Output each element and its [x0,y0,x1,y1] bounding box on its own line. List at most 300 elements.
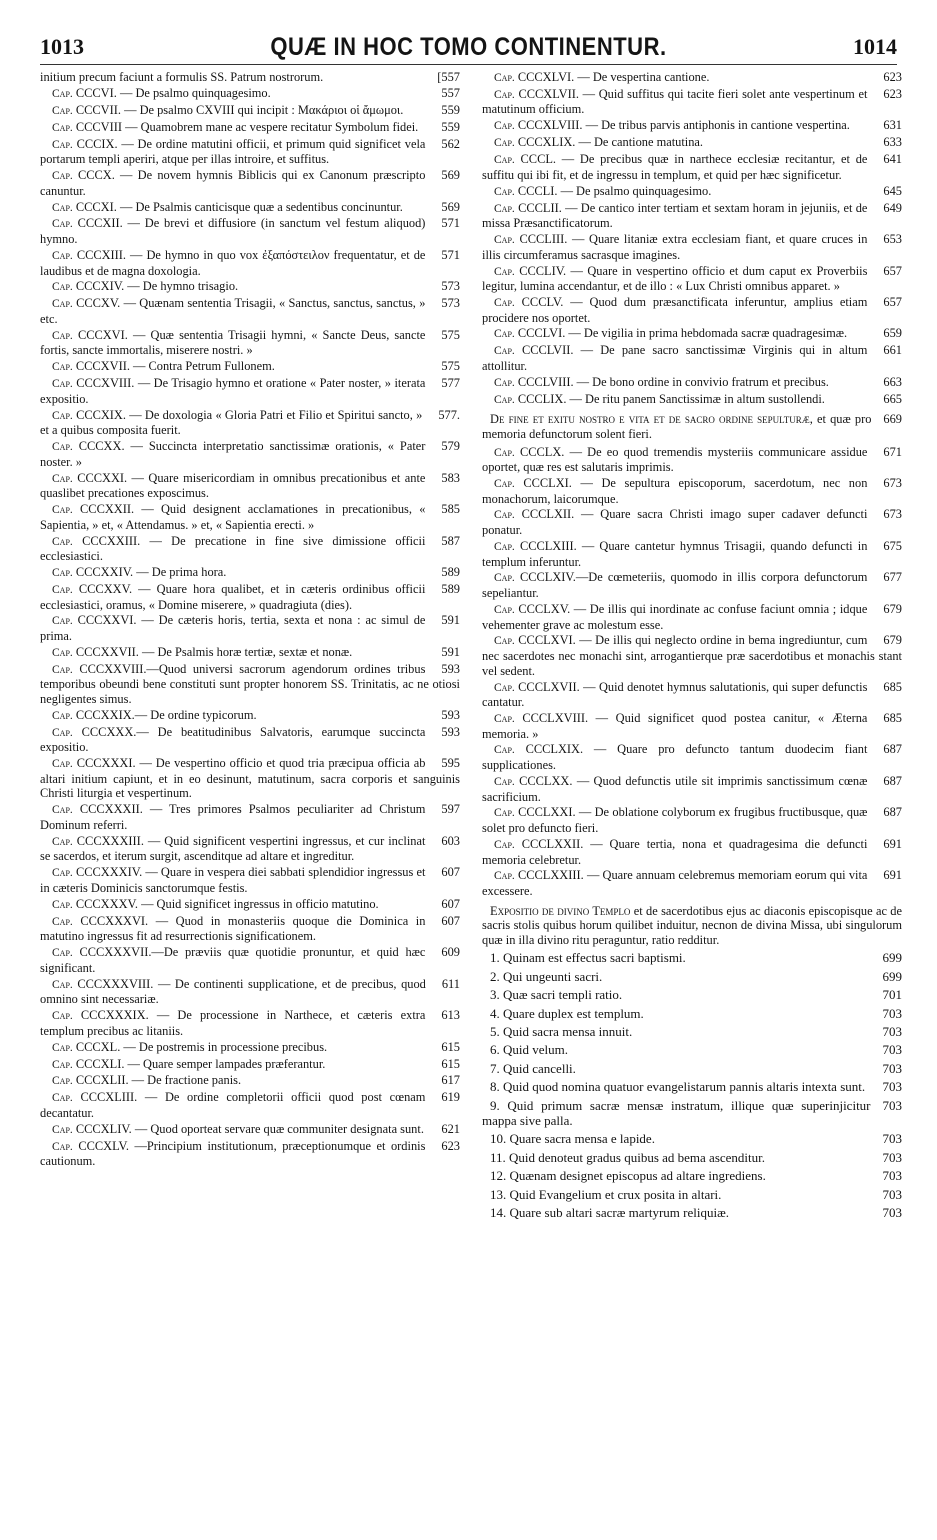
page-ref: 641 [883,152,902,167]
entry-text: CCCLXVI. — De illis qui neglecto ordine in bema ingrediuntur, cum nec sacerdotes nec monachi sint, arrogantierque præ sacerdotibus et monachis stant vel sedent. [482,633,902,678]
chapter-prefix: Cap. [52,409,73,422]
page-ref: 569 [441,168,460,183]
entry-text: CCCXLI. — Quare semper lampades præferantur. [75,1056,326,1071]
entry-text: CCCLI. — De psalmo quinquagesimo. [517,183,712,198]
chapter-prefix: Cap. [52,726,73,739]
toc-entry [40,834,460,864]
page-ref: 617 [441,1073,460,1088]
entry-text: CCCXIII. — De hymno in quo vox ἐξαπόστειλον frequentatur, et de laudibus et de magna doxologia. [40,247,426,278]
toc-entry [40,120,460,136]
numbered-item [482,1131,902,1146]
item-number: 10. [490,1131,507,1147]
page-ref: 657 [883,263,902,278]
chapter-prefix: Cap. [494,137,515,150]
entry-text: CCCXI. — De Psalmis canticisque quæ a sedentibus concinuntur. [75,199,403,214]
page-ref: 595 [441,756,460,771]
entry-text: CCCXXII. — Quid designent acclamationes in precationibus, « Sapientia, » et, « Attendamus. » et, « Sapientia erecti. » [40,502,426,532]
page-ref: 559 [441,119,460,134]
toc-entry [40,662,460,707]
page-ref: 665 [883,391,902,406]
page-ref: 673 [883,507,902,522]
entry-text: CCCLXII. — Quare sacra Christi imago super cadaver defuncti ponatur. [482,507,868,538]
page-ref: 609 [441,945,460,960]
page-ref: 575 [441,327,460,342]
page-ref: 607 [441,896,460,911]
entry-text: CCCLXV. — De illis qui inordinate ac confuse faciunt omnia ; idque vehementer grave ac molestum esse. [482,601,868,632]
entry-text: CCCLXXI. — De oblatione colyborum ex frugibus fructibusque, quæ solet pro defuncto fieri. [482,805,868,836]
left-column [40,70,460,1170]
page-ref: 571 [441,247,460,262]
page-ref: 607 [441,865,460,880]
page-ref: 613 [441,1008,460,1023]
numbered-item [482,1061,902,1076]
chapter-prefix: Cap. [494,635,515,648]
chapter-prefix: Cap. [494,838,515,851]
toc-entry [482,135,902,151]
toc-entry [40,408,460,438]
entry-text: CCCXXXIX. — De processione in Narthece, et cæteris extra templum precibus ac litaniis. [40,1008,426,1038]
entry-text: CCCXV. — Quænam sententia Trisagii, « Sanctus, sanctus, sanctus, » etc. [40,296,426,326]
page-ref: 685 [883,710,902,725]
toc-entry [40,1057,460,1073]
page-ref: 659 [883,326,902,341]
chapter-prefix: Cap. [494,681,515,694]
entry-text: CCCLVII. — De pane sacro sanctissimæ Virginis qui in altum attollitur. [482,343,868,373]
entry-text: CCCXVIII. — De Trisagio hymno et oratione « Pater noster, » iterata expositio. [40,376,426,406]
page-ref: 611 [441,976,460,991]
chapter-prefix: Cap. [494,154,515,167]
entry-text: CCCXLVIII. — De tribus parvis antiphonis in cantione vespertina. [517,118,850,133]
page-ref: 675 [883,538,902,553]
page-ref: 615 [441,1056,460,1071]
toc-entry [40,945,460,975]
chapter-prefix: Cap. [52,1058,73,1071]
item-number: 14. [490,1205,507,1221]
chapter-prefix: Cap. [52,249,73,262]
entry-text: CCCLXIX. — Quare pro defuncto tantum duodecim fiant supplicationes. [482,742,868,773]
item-text: Quid quod nomina quatuor evangelistarum pannis altaris intexta sunt. [503,1079,866,1095]
toc-entry [482,774,902,804]
toc-entry [40,613,460,643]
page-ref: 557 [441,85,460,100]
section-text: et quæ pro memoria defunctorum solent fieri. [482,412,872,441]
item-number: 12. [490,1168,507,1184]
toc-entry [40,1090,460,1120]
toc-entry [40,725,460,755]
chapter-prefix: Cap. [494,775,515,788]
chapter-prefix: Cap. [494,202,515,215]
toc-entry [482,264,902,294]
entry-text: CCCXLVI. — De vespertina cantione. [517,70,710,84]
page-ref: 569 [441,199,460,214]
page-ref: 577 [441,376,460,391]
item-text: Quare sacra mensa e lapide. [509,1131,655,1147]
chapter-prefix: Cap. [494,393,515,406]
page-title: QUÆ IN HOC TOMO CONTINENTUR. [270,32,667,61]
item-number: 3. [490,987,500,1003]
entry-text: CCCXXIX.— De ordine typicorum. [75,707,257,722]
page-ref: 691 [883,836,902,851]
entry-text: CCCXX. — Succincta interpretatio sanctissimæ orationis, « Pater noster. » [40,439,426,469]
page-ref: 619 [441,1090,460,1105]
page-ref: 579 [441,439,460,454]
entry-text: CCCLIII. — Quare litaniæ extra ecclesiam fiant, et quare cruces in illis circumferamus sacrasque imagines. [482,232,868,262]
chapter-prefix: Cap. [52,472,73,485]
item-number: 2. [490,968,500,984]
page-ref: 573 [441,279,460,294]
chapter-prefix: Cap. [494,376,515,389]
toc-entry [40,1073,460,1089]
entry-text: CCCXVII. — Contra Petrum Fullonem. [75,359,275,374]
chapter-prefix: Cap. [52,281,73,294]
page-ref: 657 [883,294,902,309]
chapter-prefix: Cap. [494,88,515,101]
entry-text: CCCXLVII. — Quid suffitus qui tacite fieri solet ante vespertinum et matutinum officium. [482,86,868,117]
entry-text: CCCLXXII. — Quare tertia, nona et quadragesima die defuncti memoria celebretur. [482,836,868,867]
toc-entry [40,168,460,198]
page-ref: 671 [883,444,902,459]
page-ref: 559 [441,102,460,117]
page-ref: 679 [883,601,902,616]
chapter-prefix: Cap. [52,915,73,928]
entry-text: CCCXXVI. — De cæteris horis, tertia, sexta et nona : ac simul de prima. [40,613,426,644]
chapter-prefix: Cap. [494,603,515,616]
entry-text: CCCXVI. — Quæ sententia Trisagii hymni, « Sancte Deus, sancte fortis, sancte immortalis, miserere nostri. » [40,327,426,358]
chapter-prefix: Cap. [494,712,515,725]
entry-text: CCCXIX. — De doxologia « Gloria Patri et Filio et Spiritui sancto, » et a quibus composita fuerit. [40,407,423,438]
page-ref: 597 [441,802,460,817]
chapter-prefix: Cap. [52,709,73,722]
chapter-prefix: Cap. [52,1041,73,1054]
entry-text: CCCXXVIII.—Quod universi sacrorum agendorum ordines tribus temporibus obeundi bene constituti sunt propter honorem SS. Trinitatis, ac ne otiosi negligentes simus. [40,661,460,706]
chapter-prefix: Cap. [52,441,73,454]
chapter-prefix: Cap. [52,1140,73,1153]
toc-entry [40,802,460,832]
numbered-item [482,987,902,1002]
chapter-prefix: Cap. [494,446,515,459]
toc-entry [482,507,902,537]
toc-entry [482,152,902,182]
page-ref: 703 [882,1149,902,1165]
page-ref: 663 [883,374,902,389]
running-header [40,30,897,65]
page-number-left: 1013 [40,34,84,59]
chapter-prefix: Cap. [494,572,515,585]
chapter-prefix: Cap. [52,201,73,214]
entry-text: CCCLIV. — Quare in vespertino officio et dum caput ex Proverbiis legitur, lumina accendantur, et de illo : « Lux Christi omnibus apparet. » [482,263,868,294]
item-number: 5. [490,1024,500,1039]
entry-text: CCCXXI. — Quare misericordiam in omnibus precationibus et ante quaslibet precationes exposcimus. [40,470,426,501]
page-ref: 677 [883,570,902,585]
page-ref: 679 [883,633,902,648]
chapter-prefix: Cap. [52,535,73,548]
section-lead: Expositio de divino Templo [490,903,631,918]
page-ref: 703 [882,1186,902,1202]
entry-text: CCCLXIV.—De cœmeteriis, quomodo in illis corpora defunctorum sepeliantur. [482,570,868,601]
toc-entry [40,534,460,564]
entry-text: CCCXXX.— De beatitudinibus Salvatoris, earumque succincta expositio. [40,724,426,755]
section-lead: De fine et exitu nostro e vita et de sacro ordine sepulturæ, [490,412,813,427]
chapter-prefix: Cap. [494,120,515,133]
chapter-prefix: Cap. [494,328,515,341]
page-ref: 615 [441,1039,460,1054]
entry-text: CCCLXI. — De sepultura episcoporum, sacerdotum, nec non monachorum, laicorumque. [482,476,868,506]
numbered-item [482,1205,902,1220]
toc-entry [482,633,902,678]
chapter-prefix: Cap. [52,804,73,817]
page-ref: 703 [882,1079,902,1095]
toc-entry [482,805,902,835]
page-ref: 685 [883,679,902,694]
item-text: Quid cancelli. [503,1060,576,1076]
entry-text: CCCVII. — De psalmo CXVIII qui incipit : Μακάριοι οἱ ἄμωμοι. [75,102,404,117]
item-number: 1. [490,950,500,966]
page-ref: 703 [882,1168,902,1184]
chapter-prefix: Cap. [52,1010,73,1023]
item-number: 11. [490,1149,506,1165]
chapter-prefix: Cap. [52,898,73,911]
toc-entry [40,137,460,167]
chapter-prefix: Cap. [52,1075,73,1088]
entry-text: CCCXXIII. — De precatione in fine sive dimissione officii ecclesiastici. [40,533,426,564]
entry-text: CCCLXX. — Quod defunctis utile sit imprimis sanctissimum cœnæ sacrificium. [482,773,868,804]
entry-text: CCCXXV. — Quare hora qualibet, et in cæteris ordinibus officii ecclesiastici, oramus, « Domine miserere, » quadragiuta (dies). [40,581,426,612]
toc-entry [482,476,902,506]
page-ref: 661 [883,343,902,358]
numbered-item [482,1024,902,1039]
toc-entry [40,248,460,278]
chapter-prefix: Cap. [52,978,73,991]
page-ref: 587 [441,533,460,548]
item-text: Quid velum. [503,1042,568,1058]
toc-entry [40,708,460,724]
numbered-list [482,950,902,1220]
entry-text: CCCXXXV. — Quid significet ingressus in officio matutino. [75,896,379,911]
toc-entry [40,103,460,119]
entry-text: CCCXLIV. — Quod oporteat servare quæ communiter designata sunt. [75,1121,424,1136]
toc-entry [482,70,902,86]
entry-text: CCCXXXVIII. — De continenti supplicatione, et de precibus, quod omnino sint necessariæ. [40,976,426,1007]
chapter-prefix: Cap. [494,540,515,553]
entry-text: CCCLVIII. — De bono ordine in convivio fratrum et precibus. [517,374,829,389]
toc-entry [40,502,460,532]
entry-text: CCCLX. — De eo quod tremendis mysteriis communicare assidue oportet, quæ res est salutaris imprimis. [482,444,868,475]
page-ref: 649 [883,200,902,215]
page-ref: 703 [882,1060,902,1076]
item-text: Quid denoteut gradus quibus ad bema ascenditur. [509,1149,766,1165]
toc-entry [40,200,460,216]
chapter-prefix: Cap. [494,509,515,522]
toc-entry [40,756,460,801]
entry-text: CCCVI. — De psalmo quinquagesimo. [75,85,271,100]
right-column-entries [482,70,902,947]
toc-entry [482,201,902,231]
toc-entry [40,1122,460,1138]
chapter-prefix: Cap. [52,378,73,391]
numbered-item [482,1187,902,1202]
entry-text: CCCXXXVII.—De præviis quæ quotidie pronuntur, et quid hæc significant. [40,945,426,975]
page-ref: 633 [883,135,902,150]
page-ref: 593 [441,724,460,739]
chapter-prefix: Cap. [52,835,73,848]
toc-entry [40,328,460,358]
toc-entry [482,680,902,710]
entry-text: CCCIX. — De ordine matutini officii, et primum quid significet vela portarum templi aperiri, atque per illas introire, et suffitus. [40,136,426,167]
entry-text: CCCLIX. — De ritu panem Sanctissimæ in altum sustollendi. [517,391,825,406]
item-number: 13. [490,1186,507,1202]
page-ref: 623 [883,86,902,101]
page-ref: 653 [883,232,902,247]
numbered-item [482,1079,902,1094]
item-text: Quid Evangelium et crux posita in altari. [509,1186,722,1202]
toc-entry [482,295,902,325]
chapter-prefix: Cap. [52,361,73,374]
toc-entry [482,837,902,867]
page-ref: 687 [883,742,902,757]
item-text: Quare sub altari sacræ martyrum reliquiæ. [509,1205,729,1221]
section-heading [482,904,902,948]
entry-text: CCCXXXII. — Tres primores Psalmos peculiariter ad Christum Dominum referri. [40,802,426,832]
page-ref: 645 [883,183,902,198]
toc-entry [482,602,902,632]
entry-text: CCCXXXI. — De vespertino officio et quod tria præcipua officia ab altari initium capiunt, et in eo desinunt, matutinum, sacra corporis et sanguinis Christi liturgia et vespertinum. [40,756,460,801]
toc-entry [40,897,460,913]
page-ref: 703 [882,1131,902,1147]
right-column [482,70,902,1223]
toc-entry [40,279,460,295]
chapter-prefix: Cap. [494,807,515,820]
toc-entry [482,868,902,898]
toc-entry [482,184,902,200]
page-ref: 699 [882,968,902,984]
page-ref: 703 [882,1097,902,1113]
page-ref: 585 [441,502,460,517]
entry-text: CCCVIII — Quamobrem mane ac vespere recitatur Symbolum fidei. [75,119,419,134]
toc-entry [482,375,902,391]
chapter-prefix: Cap. [52,1123,73,1136]
chapter-prefix: Cap. [52,615,73,628]
page-ref: 575 [441,359,460,374]
page-ref: 703 [882,1024,902,1039]
item-number: 7. [490,1060,500,1076]
entry-text: CCCLXVII. — Quid denotet hymnus salutationis, qui super defunctis cantatur. [482,679,868,710]
section-heading [482,412,902,441]
toc-entry [40,216,460,246]
toc-entry [482,570,902,600]
toc-entry [482,232,902,262]
entry-text: CCCXLIII. — De ordine completorii officii quod post cœnam decantatur. [40,1090,426,1120]
entry-text: CCCXXXIV. — Quare in vespera diei sabbati splendidior ingressus et in cæteris Dominicis sanctorumque festis. [40,865,426,895]
chapter-prefix: Cap. [52,298,73,311]
page-ref: 631 [883,118,902,133]
item-number: 6. [490,1042,500,1058]
item-number: 4. [490,1005,500,1021]
toc-entry [482,343,902,373]
entry-text: CCCLVI. — De vigilia in prima hebdomada sacræ quadragesimæ. [517,326,848,341]
chapter-prefix: Cap. [52,663,73,676]
entry-text: CCCX. — De novem hymnis Biblicis qui ex Canonum præscripto canuntur. [40,168,426,198]
toc-entry [40,1139,460,1169]
page-number-right: 1014 [853,34,897,59]
page-ref: 607 [441,913,460,928]
page-ref: 673 [883,476,902,490]
toc-entry [40,865,460,895]
chapter-prefix: Cap. [52,138,73,151]
page-ref: 669 [883,412,902,427]
entry-text: CCCXLV. —Principium institutionum, præceptionumque et ordinis cautionum. [40,1138,426,1169]
chapter-prefix: Cap. [52,867,73,880]
page-ref: 687 [883,773,902,788]
toc-entry [482,118,902,134]
toc-entry [40,914,460,944]
page-ref: 583 [441,470,460,485]
entry-text: CCCXL. — De postremis in processione precibus. [75,1039,328,1054]
page-ref: 621 [441,1121,460,1136]
toc-entry [482,742,902,772]
toc-entry [482,445,902,475]
page-ref: 691 [883,868,902,883]
toc-entry [40,70,460,85]
toc-entry [40,1040,460,1056]
toc-entry [482,326,902,342]
chapter-prefix: Cap. [494,72,515,84]
item-text: Quare duplex est templum. [503,1005,644,1021]
toc-entry [40,977,460,1007]
toc-entry [40,645,460,661]
entry-text: CCCXII. — De brevi et diffusiore (in sanctum vel festum aliquod) hymno. [40,216,426,247]
page-ref: 703 [882,1042,902,1058]
numbered-item [482,1042,902,1057]
chapter-prefix: Cap. [494,296,515,309]
entry-text: CCCLXIII. — Quare cantetur hymnus Trisagii, quando defuncti in templum inferuntur. [482,538,868,569]
page-ref: 699 [882,950,902,966]
entry-text: CCCLXVIII. — Quid significet quod postea canitur, « Æterna memoria. » [482,710,868,741]
page-ref: 623 [883,70,902,84]
item-number: 9. [490,1097,500,1113]
page-ref: 591 [441,644,460,659]
page-ref: 703 [882,1005,902,1021]
page-ref: 562 [441,136,460,151]
chapter-prefix: Cap. [52,1092,73,1105]
chapter-prefix: Cap. [52,218,73,231]
page-ref: 591 [441,613,460,628]
item-text: Quænam designet episcopus ad altare ingrediens. [509,1168,766,1184]
toc-entry [40,1008,460,1038]
numbered-item [482,1006,902,1021]
entry-text: CCCLV. — Quod dum præsanctificata inferuntur, amplius etiam procidere nos oportet. [482,294,868,325]
item-number: 8. [490,1079,500,1095]
item-text: Quinam est effectus sacri baptismi. [503,950,686,966]
entry-text: CCCXXXVI. — Quod in monasteriis quoque die Dominica in matutino ingressus fit ad resurrectionis significationem. [40,913,426,944]
chapter-prefix: Cap. [52,758,73,771]
toc-entry [40,86,460,102]
chapter-prefix: Cap. [494,265,515,278]
chapter-prefix: Cap. [494,870,515,883]
entry-text: CCCXIV. — De hymno trisagio. [75,279,239,294]
page-ref: 571 [441,216,460,231]
page-ref: 623 [441,1138,460,1153]
toc-entry [40,471,460,501]
chapter-prefix: Cap. [52,646,73,659]
page-ref: 703 [882,1205,902,1221]
toc-entry [40,439,460,469]
toc-entry [482,87,902,117]
page-ref: 687 [883,805,902,820]
entry-text: initium precum faciunt a formulis SS. Patrum nostrorum. [40,70,324,84]
chapter-prefix: Cap. [52,121,73,134]
entry-text: CCCXXIV. — De prima hora. [75,565,227,580]
page-ref: 593 [441,707,460,722]
